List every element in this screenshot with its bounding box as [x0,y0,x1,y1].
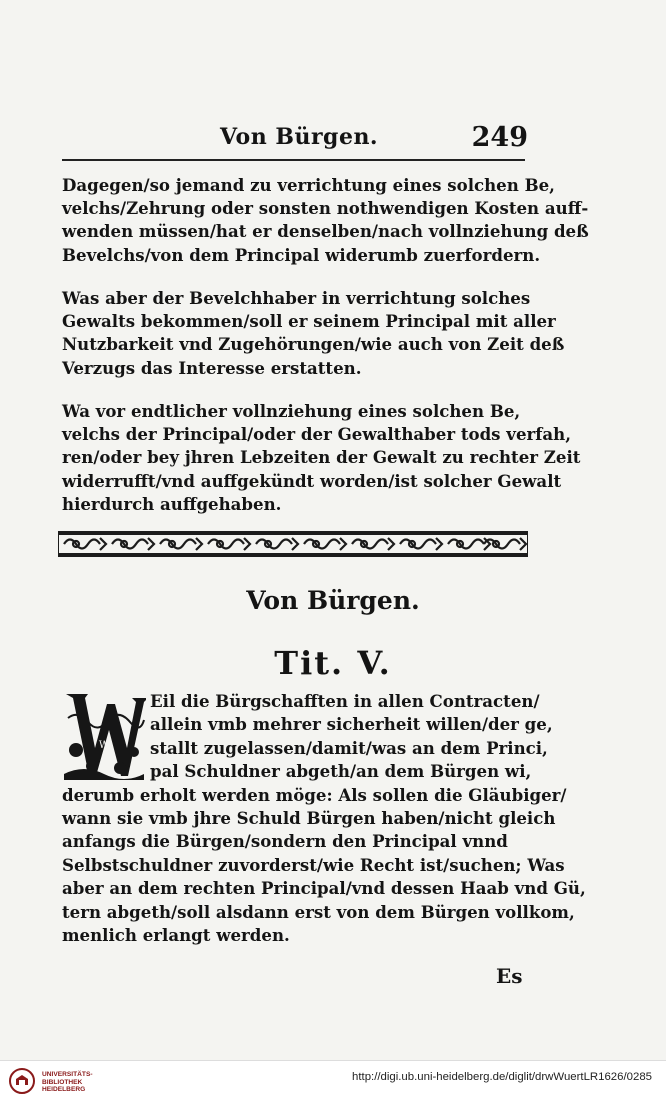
text-line: Nutzbarkeit vnd Zugehörungen/wie auch von Zeit deß [62,334,565,355]
text-line: Dagegen/so jemand zu verrichtung eines solchen Be, [62,175,555,195]
library-logo[interactable] [8,1067,108,1095]
permalink-url[interactable]: http://digi.ub.uni-heidelberg.de/diglit/drwWuertLR1626/0285 [352,1071,652,1083]
header-rule [62,159,525,161]
text-line: Verzugs das Interesse erstatten. [62,357,362,378]
text-line: menlich erlangt werden. [62,925,290,946]
text-line: Selbstschuldner zuvorderst/wie Recht ist/suchen; Was [62,854,565,875]
text-line: ren/oder bey jhren Lebzeiten der Gewalt zu rechter Zeit [62,447,581,468]
running-head [60,124,528,158]
text-line: allein vmb mehrer sicherheit willen/der ge, [150,714,553,735]
text-line: velchs/Zehrung oder sonsten nothwendigen Kosten auff- [62,198,589,219]
text-line: widerrufft/vnd auffgekündt worden/ist solcher Gewalt [62,470,562,491]
paragraph-2 [62,287,565,380]
text-line: Bevelchs/von dem Principal widerumb zuerfordern. [62,244,541,265]
text-line: pal Schuldner abgeth/an dem Bürgen wi, [150,761,532,782]
text-line: Wa vor endtlicher vollnziehung eines solchen Be, [62,401,521,421]
page-number: 249 [471,122,528,153]
viewer-footer [0,1060,666,1100]
text-line: derumb erholt werden möge: Als sollen die Gläubiger/ [62,784,567,805]
paragraph-1 [62,174,589,267]
ornament-icon [58,530,528,558]
text-line: anfangs die Bürgen/sondern den Principal vnnd [62,831,508,852]
logo-line: UNIVERSITÄTS- [42,1071,93,1078]
text-line: stallt zugelassen/damit/was an dem Princi, [150,737,548,758]
text-line: aber an dem rechten Principal/vnd dessen Haab vnd Gü, [62,878,586,899]
paragraph-3 [62,400,581,516]
library-seal-icon [8,1067,36,1095]
section-title: Tit. V. [274,644,392,682]
text-line: Was aber der Bevelchhaber in verrichtung solches [62,288,531,308]
text-line: wenden müssen/hat er denselben/nach vollnziehung deß [62,221,589,242]
running-head-title: Von Bürgen. [220,124,379,150]
text-line: hierdurch auffgehaben. [62,493,282,514]
library-logo-text [42,1071,93,1094]
text-line: Eil die Bürgschafften in allen Contracten/ [150,691,540,711]
initial-letter: W [98,740,110,751]
logo-line: HEIDELBERG [42,1086,86,1094]
section-heading: Von Bürgen. [246,586,420,615]
ornament-band [58,530,528,558]
catchword: Es [496,964,523,988]
text-line: velchs der Principal/oder der Gewalthaber tods verfah, [62,424,571,445]
text-line: wann sie vmb jhre Schuld Bürgen haben/nicht gleich [62,808,556,829]
logo-line: BIBLIOTHEK [42,1078,83,1086]
text-line: Gewalts bekommen/soll er seinem Principal mit aller [62,311,556,332]
text-line: tern abgeth/soll alsdann erst von dem Bürgen vollkom, [62,901,575,922]
body-paragraph [62,690,586,947]
